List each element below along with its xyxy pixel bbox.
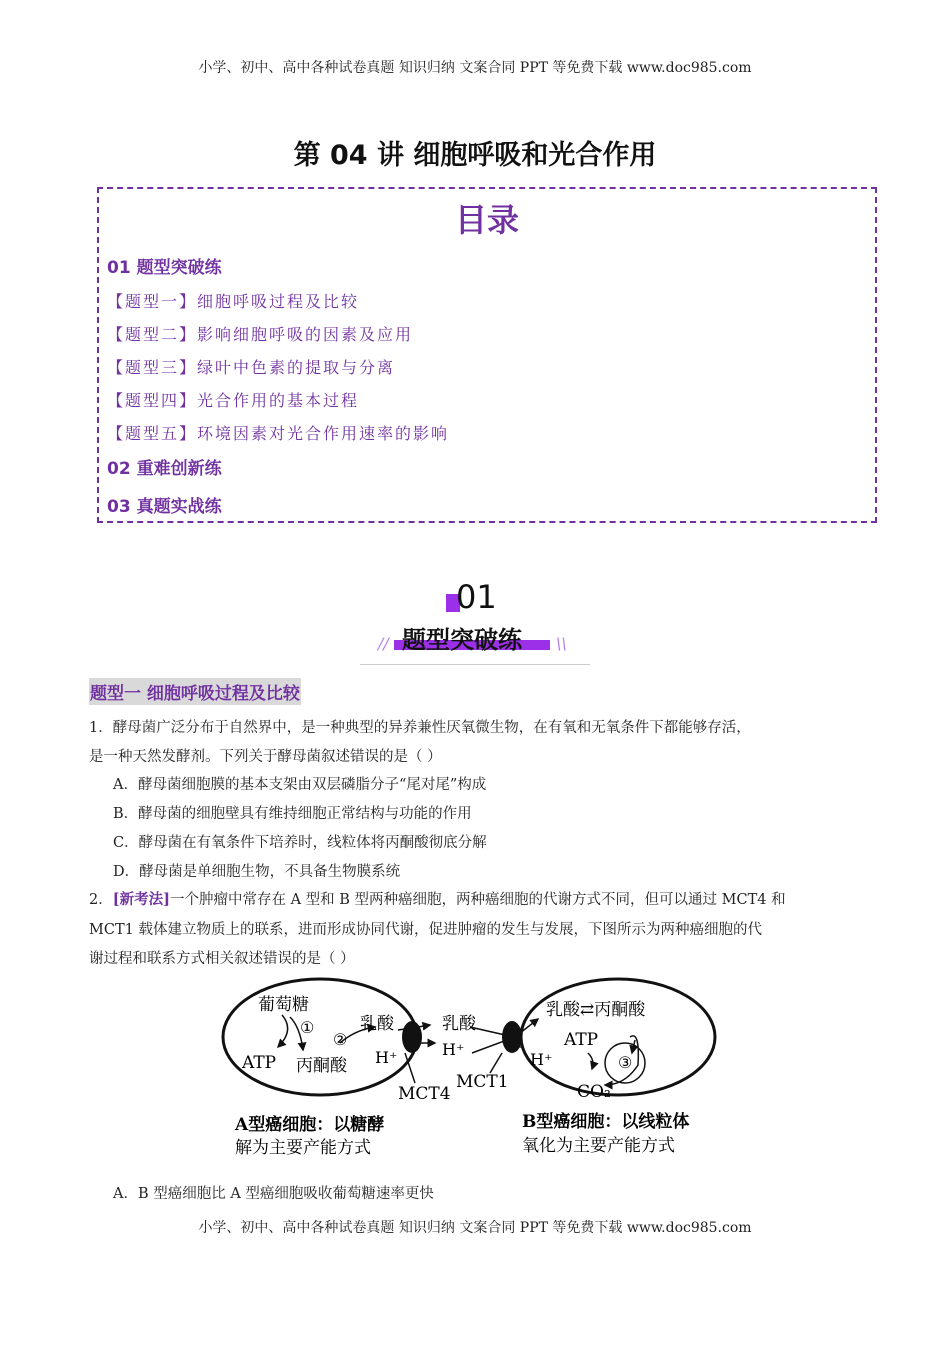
label-h-mid: H⁺ — [442, 1040, 465, 1059]
question-text — [89, 888, 786, 909]
question-text: 谢过程和联系方式相关叙述错误的是（ ） — [89, 951, 355, 967]
label-glucose: 葡萄糖 — [258, 995, 309, 1015]
caption-cell-a: 解为主要产能方式 — [235, 1138, 371, 1158]
banner-label: 题型突破练 — [402, 626, 522, 654]
toc-section-3[interactable]: 03 真题实战练 — [107, 497, 222, 517]
cell-b-outline — [521, 979, 715, 1095]
toc-item-5[interactable]: 【题型五】环境因素对光合作用速率的影响 — [107, 424, 450, 443]
label-step1: ① — [300, 1018, 315, 1037]
question-text: MCT1 载体建立物质上的联系，进而形成协同代谢，促进肿瘤的发生与发展，下图所示为两种癌细胞的代 — [89, 922, 762, 938]
toc-title: 目录 — [454, 201, 519, 239]
mct1-transporter — [502, 1021, 522, 1053]
label-mct4: MCT4 — [398, 1084, 451, 1104]
banner-number: 01 — [456, 578, 497, 616]
mct4-transporter — [402, 1021, 422, 1053]
slash-decoration: \\ — [556, 634, 567, 653]
caption-cell-b: B型癌细胞：以线粒体 — [522, 1112, 690, 1132]
option-a: A．酵母菌细胞膜的基本支架由双层磷脂分子“尾对尾”构成 — [113, 777, 487, 793]
option-c: C．酵母菌在有氧条件下培养时，线粒体将丙酮酸彻底分解 — [113, 835, 487, 851]
option-a: A．B 型癌细胞比 A 型癌细胞吸收葡萄糖速率更快 — [113, 1186, 434, 1202]
toc-item-3[interactable]: 【题型三】绿叶中色素的提取与分离 — [107, 358, 396, 377]
question-line: 一个肿瘤中常存在 A 型和 B 型两种癌细胞，两种癌细胞的代谢方式不同，但可以通过 MCT4 和 — [169, 892, 786, 908]
table-of-contents — [97, 187, 877, 523]
toc-item-4[interactable]: 【题型四】光合作用的基本过程 — [107, 391, 360, 410]
slash-decoration: // — [378, 634, 389, 653]
label-atp-b: ATP — [564, 1030, 599, 1050]
option-b: B．酵母菌的细胞壁具有维持细胞正常结构与功能的作用 — [113, 806, 472, 822]
section-heading: 题型一 细胞呼吸过程及比较 — [89, 678, 301, 705]
caption-cell-a: A型癌细胞：以糖酵 — [235, 1115, 385, 1135]
label-mct1: MCT1 — [456, 1072, 509, 1092]
caption-cell-b: 氧化为主要产能方式 — [522, 1136, 675, 1156]
option-d: D．酵母菌是单细胞生物，不具备生物膜系统 — [113, 864, 401, 880]
toc-section-1[interactable]: 01 题型突破练 — [107, 258, 222, 278]
label-co2: CO₂ — [577, 1082, 611, 1102]
label-pyruvate-a: 丙酮酸 — [296, 1056, 347, 1076]
toc-item-1[interactable]: 【题型一】细胞呼吸过程及比较 — [107, 292, 360, 311]
label-lactate-mid: 乳酸 — [442, 1014, 476, 1034]
toc-section-2[interactable]: 02 重难创新练 — [107, 459, 222, 479]
label-step3: ③ — [618, 1053, 633, 1072]
page-header: 小学、初中、高中各种试卷真题 知识归纳 文案合同 PPT 等免费下载 www.doc985.com — [198, 60, 752, 76]
question-number: 2． — [89, 892, 113, 908]
toc-item-2[interactable]: 【题型二】影响细胞呼吸的因素及应用 — [107, 325, 414, 344]
page-title: 第 04 讲 细胞呼吸和光合作用 — [293, 140, 657, 171]
label-h-a: H⁺ — [375, 1048, 398, 1067]
label-lactate-pyruvate: 乳酸⇄丙酮酸 — [546, 1000, 646, 1020]
question-text: 是一种天然发酵剂。下列关于酵母菌叙述错误的是（ ） — [89, 749, 442, 765]
label-step2: ② — [333, 1030, 348, 1049]
label-h-b: H⁺ — [530, 1050, 553, 1069]
page-footer: 小学、初中、高中各种试卷真题 知识归纳 文案合同 PPT 等免费下载 www.doc985.com — [198, 1220, 752, 1236]
cell-a-outline — [223, 979, 417, 1095]
question-text: 1．酵母菌广泛分布于自然界中，是一种典型的异养兼性厌氧微生物，在有氧和无氧条件下都能够存活， — [89, 720, 751, 736]
label-atp-a: ATP — [242, 1053, 277, 1073]
metabolism-diagram — [220, 975, 720, 1165]
label-lactate-a: 乳酸 — [360, 1014, 394, 1034]
question-tag: [新考法] — [112, 891, 170, 908]
section-banner — [360, 578, 590, 665]
